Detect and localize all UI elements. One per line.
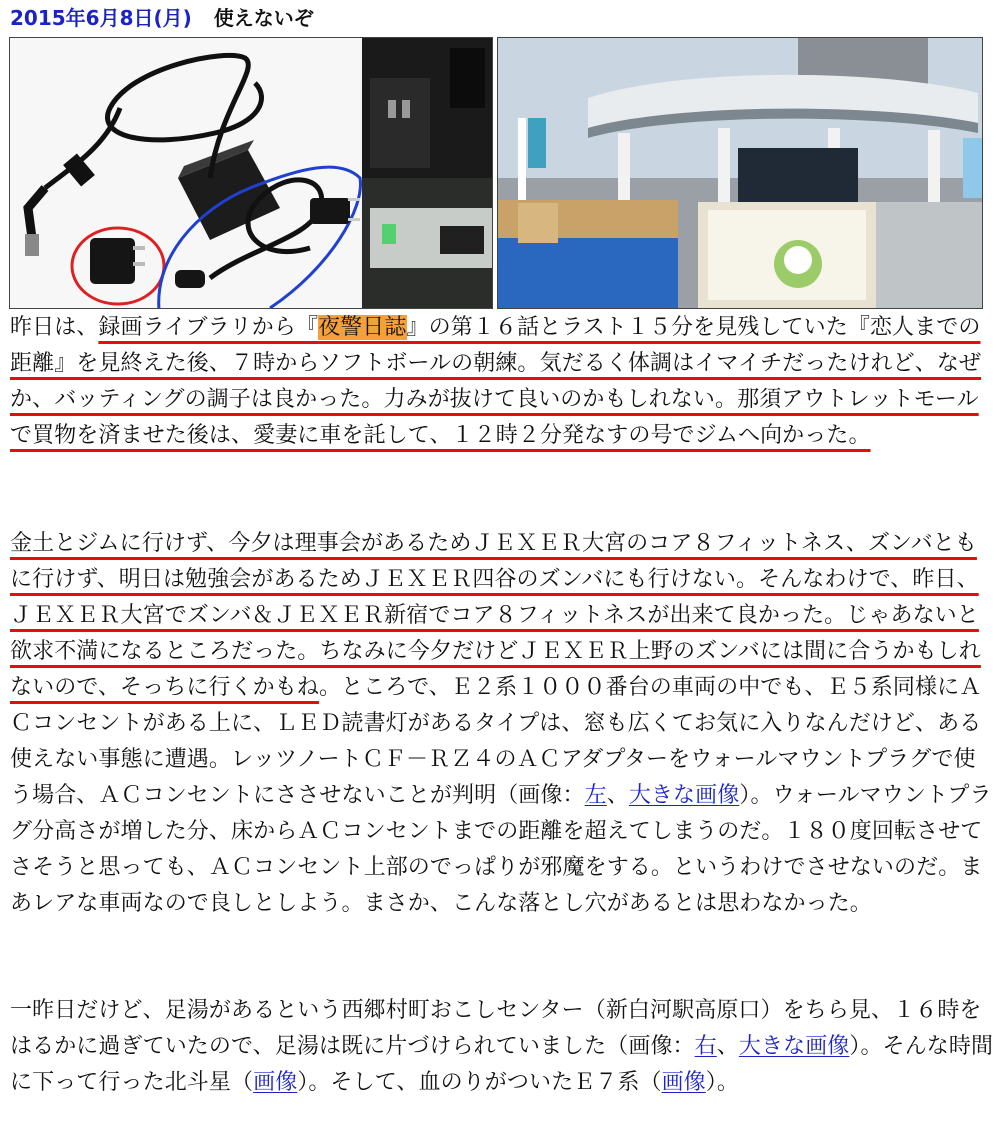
link-hokutosei-image[interactable]: 画像 (253, 1070, 298, 1095)
p2-text-a: 。ところで、Ｅ２系１０００番台の車両の中でも、Ｅ５系同様にＡＣコンセントがある上に、ＬＥＤ読書灯があるタイプは、窓も広くてお気に入りなんだけど、ある使えない事態に遭遇。レッツノートＣＦ－ＲＺ４のＡＣアダプターをウォールマウントプラグで使う場合、ＡＣコンセントにささせないことが判明（画像： (10, 675, 982, 808)
station-footbath-photo[interactable] (497, 37, 983, 309)
entry-header (10, 2, 314, 34)
station-illustration (498, 38, 982, 308)
p1-underlined: 録画ライブラリから『夜警日誌』の第１６話とラスト１５分を見残していた『恋人までの距離』を見終えた後、７時からソフトボールの朝練。気だるく体調はイマイチだったけれど、なぜか、バッティングの調子は良かった。力みが抜けて良いのかもしれない。那須アウトレットモールで買物を済ませた後は、愛妻に車を託して、１２時２分発なすの号でジムへ向かった。 (10, 315, 982, 448)
p2-text-b: ）。ウォールマウントプラグ分高さが増した分、床からＡＣコンセントまでの距離を超えてしまうのだ。１８０度回転させてさそうと思っても、ＡＣコンセント上部のでっぱりが邪魔をする。というわけでさせないのだ。まあレアな車両なので良しとしよう。まさか、こんな落とし穴があるとは思わなかった。 (10, 783, 992, 916)
link-right-image[interactable]: 右 (694, 1034, 717, 1059)
p3-text-a: 一昨日だけど、足湯があるという西郷村町おこしセンター（新白河駅高原口）をちら見、１６時をはるかに過ぎていたので、足湯は既に片づけられていました（画像： (10, 998, 982, 1059)
p1-lead: 昨日は、 (10, 315, 99, 340)
entry-title: 使えないぞ (213, 6, 314, 30)
link-large-image-2[interactable]: 大きな画像 (738, 1034, 850, 1059)
entry-date: 2015年6月8日(月) (10, 6, 192, 30)
highlighted-title: 夜警日誌 (318, 315, 407, 340)
paragraph-1 (10, 310, 995, 454)
paragraph-2: 金土とジムに行けず、今夕は理事会があるためＪＥＸＥＲ大宮のコア８フィットネス、ズンバともに行けず、明日は勉強会があるためＪＥＸＥＲ四谷のズンバにも行けない。そんなわけで、昨日、ＪＥＸＥＲ大宮でズンバ＆ＪＥＸＥＲ新宿でコア８フィットネスが出来て良かった。じゃあないと欲求不満になるところだった。ちなみに今夕だけどＪＥＸＥＲ上野のズンバには間に合うかもしれないので、そっちに行くかもね。ところで、Ｅ２系１０００番台の車両の中でも、Ｅ５系同様にＡＣコンセントがある上に、ＬＥＤ読書灯があるタイプは、窓も広くてお気に入りなんだけど、ある使えない事態に遭遇。レッツノートＣＦ－ＲＺ４のＡＣアダプターをウォールマウントプラグで使う場合、ＡＣコンセントにささせないことが判明（画像：左、大きな画像）。ウォールマウントプラグ分高さが増した分、床からＡＣコンセントまでの距離を超えてしまうのだ。１８０度回転させてさそうと思っても、ＡＣコンセント上部のでっぱりが邪魔をする。というわけでさせないのだ。まあレアな車両なので良しとしよう。まさか、こんな落とし穴があるとは思わなかった。 (10, 531, 992, 916)
ac-adapter-illustration (10, 38, 492, 308)
ac-adapter-photo[interactable] (9, 37, 493, 309)
p3-text-d: ）。 (705, 1070, 739, 1095)
link-left-image[interactable]: 左 (584, 783, 607, 808)
p3-text-b: ）。そんな時間に下って行った北斗星（ (10, 1034, 994, 1095)
p2-underlined: 金土とジムに行けず、今夕は理事会があるためＪＥＸＥＲ大宮のコア８フィットネス、ズンバともに行けず、明日は勉強会があるためＪＥＸＥＲ四谷のズンバにも行けない。そんなわけで、昨日、ＪＥＸＥＲ大宮でズンバ＆ＪＥＸＥＲ新宿でコア８フィットネスが出来て良かった。じゃあないと欲求不満になるところだった。ちなみに今夕だけどＪＥＸＥＲ上野のズンバには間に合うかもしれないので、そっちに行くかもね (10, 531, 981, 700)
link-e7-image[interactable]: 画像 (661, 1070, 706, 1095)
link-large-image[interactable]: 大きな画像 (628, 783, 740, 808)
p3-text-c: ）。そして、血のりがついたＥ７系（ (297, 1070, 662, 1095)
paragraph-3: 一昨日だけど、足湯があるという西郷村町おこしセンター（新白河駅高原口）をちら見、１６時をはるかに過ぎていたので、足湯は既に片づけられていました（画像：右、大きな画像）。そんな時間に下って行った北斗星（画像）。そして、血のりがついたＥ７系（画像）。 (10, 998, 994, 1095)
